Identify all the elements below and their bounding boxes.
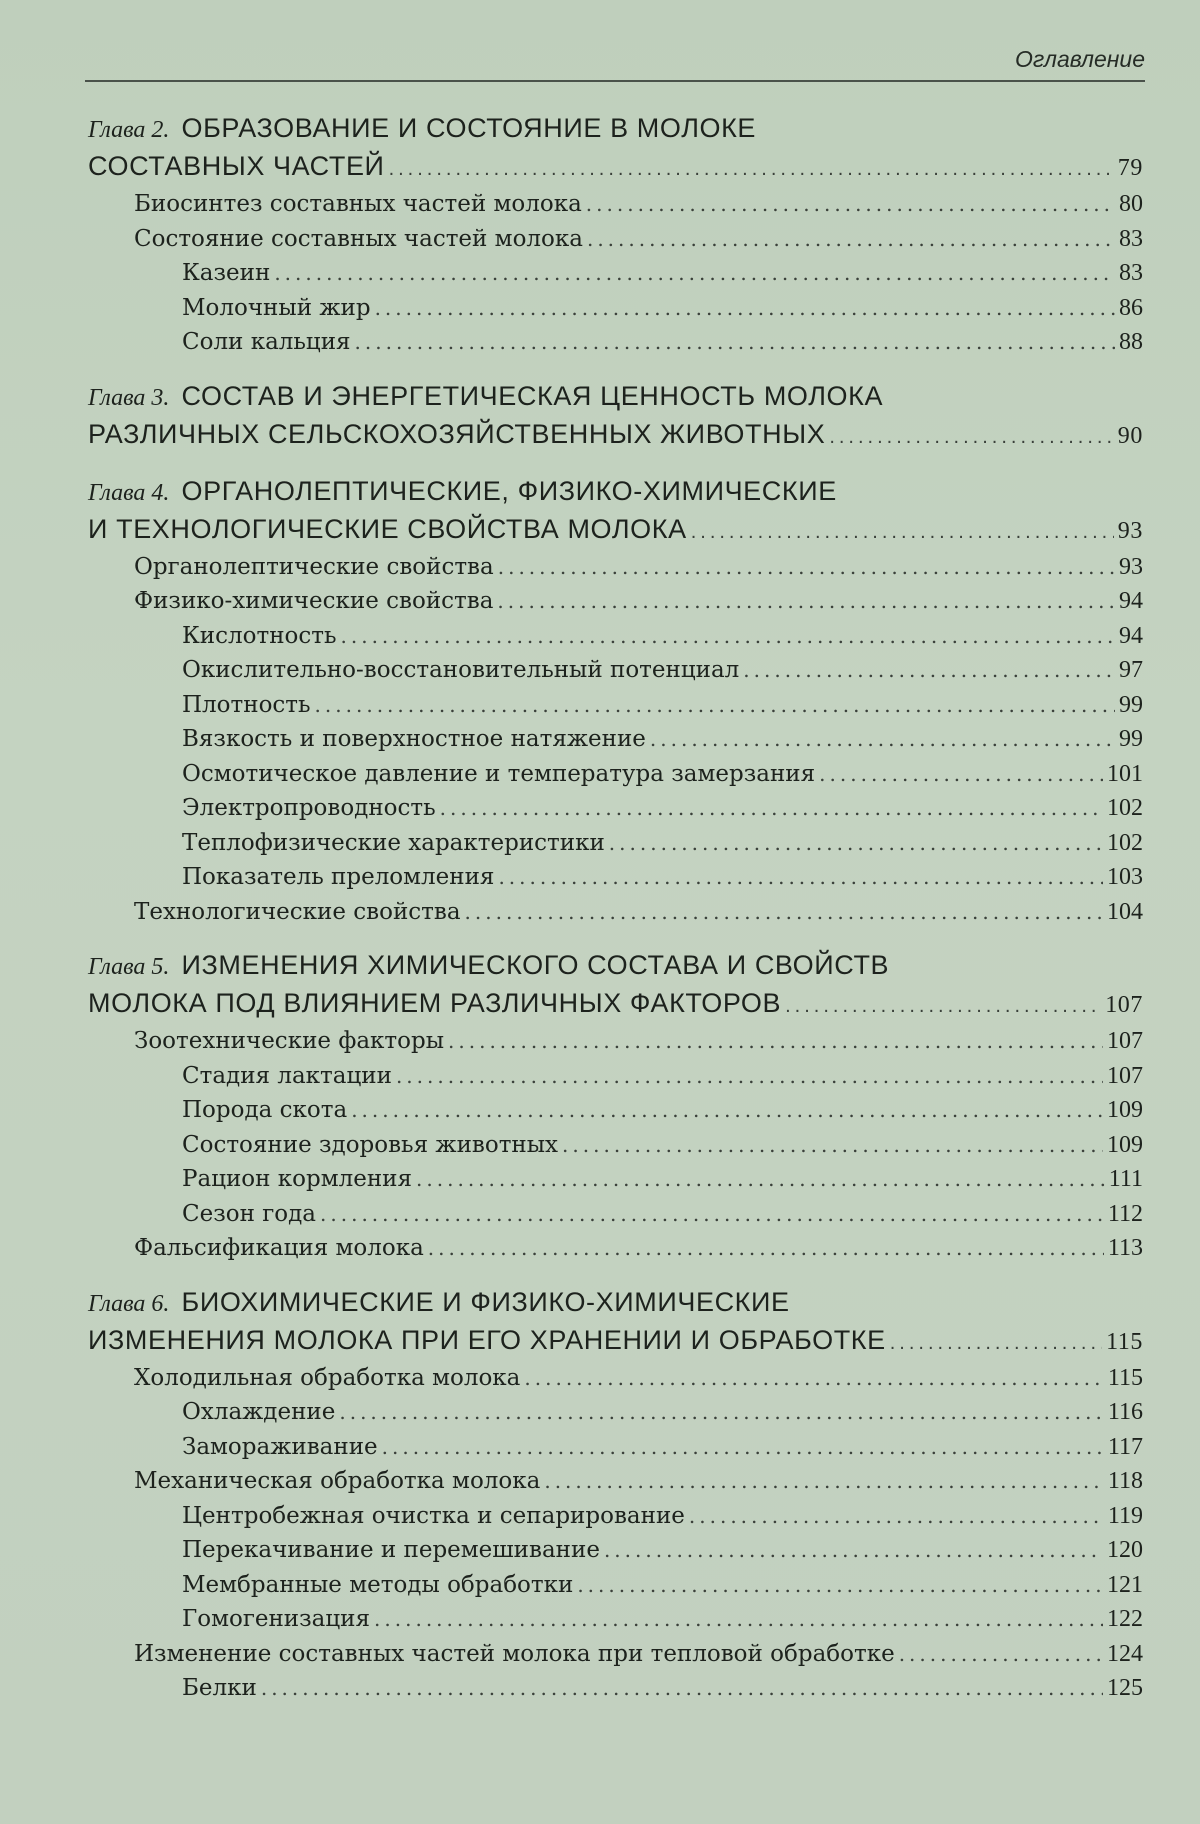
- chapter-title-line2: [88, 1322, 1143, 1361]
- entry-text: Рацион кормления: [182, 1166, 413, 1192]
- page-number: 120: [1107, 1537, 1143, 1563]
- leader-dots: [524, 1361, 1103, 1396]
- leader-dots: [562, 1128, 1103, 1163]
- page-number: 107: [1105, 992, 1143, 1018]
- chapter-title-text: РАЗЛИЧНЫХ СЕЛЬСКОХОЗЯЙСТВЕННЫХ ЖИВОТНЫХ: [88, 418, 826, 449]
- chapter-title-line2: [88, 511, 1143, 550]
- toc-entry: [88, 1093, 1143, 1128]
- leader-dots: [785, 988, 1101, 1024]
- entry-text: Порода скота: [182, 1097, 348, 1123]
- entry-text: Технологические свойства: [134, 898, 461, 925]
- chapter-label: Глава 3.: [88, 384, 170, 411]
- entry-text: Соли кальция: [182, 329, 351, 355]
- chapter-4: [88, 473, 1143, 930]
- leader-dots: [587, 222, 1115, 257]
- entry-text: Молочный жир: [182, 294, 371, 321]
- page-number: 90: [1117, 422, 1143, 449]
- page-number: 112: [1107, 1200, 1143, 1227]
- leader-dots: [351, 1093, 1103, 1128]
- page-number: 83: [1119, 260, 1143, 286]
- page-number: 80: [1119, 191, 1143, 217]
- leader-dots: [355, 325, 1115, 360]
- entry-text: Окислительно-восстановительный потенциал: [182, 657, 740, 683]
- entry-text: Состояние здоровья животных: [182, 1131, 559, 1158]
- chapter-2: [88, 110, 1143, 360]
- toc-entry: [88, 1637, 1143, 1672]
- leader-dots: [544, 1464, 1104, 1499]
- chapter-title-text: МОЛОКА ПОД ВЛИЯНИЕМ РАЗЛИЧНЫХ ФАКТОРОВ: [88, 988, 782, 1018]
- entry-text: Механическая обработка молока: [134, 1468, 541, 1494]
- toc-entry: [88, 1162, 1143, 1197]
- leader-dots: [890, 1325, 1102, 1361]
- leader-dots: [374, 1602, 1103, 1637]
- page-number: 88: [1119, 329, 1143, 355]
- toc-entry: [88, 187, 1143, 222]
- toc-entry: [88, 1430, 1143, 1465]
- entry-text: Перекачивание и перемешивание: [182, 1537, 600, 1563]
- page-number: 97: [1119, 657, 1143, 683]
- leader-dots: [339, 1395, 1104, 1430]
- leader-dots: [448, 1024, 1103, 1059]
- chapter-title-line1: [88, 378, 1143, 416]
- page-number: 104: [1107, 898, 1143, 925]
- page-number: 124: [1107, 1640, 1143, 1667]
- page-number: 93: [1117, 517, 1143, 544]
- leader-dots: [650, 722, 1115, 757]
- chapter-title-text: СОСТАВНЫХ ЧАСТЕЙ: [88, 151, 385, 181]
- leader-dots: [315, 688, 1115, 723]
- toc-entry: [88, 325, 1143, 360]
- toc-entry: [88, 1499, 1143, 1534]
- entry-text: Показатель преломления: [182, 864, 495, 890]
- page-number: 102: [1107, 829, 1143, 856]
- page-number: 119: [1107, 1502, 1143, 1529]
- page-number: 125: [1107, 1675, 1143, 1701]
- toc-entry: [88, 550, 1143, 585]
- entry-text: Вязкость и поверхностное натяжение: [182, 726, 646, 752]
- toc-entry: [88, 653, 1143, 688]
- entry-text: Холодильная обработка молока: [134, 1364, 521, 1391]
- entry-text: Плотность: [182, 691, 311, 718]
- chapter-5: [88, 947, 1143, 1266]
- chapter-6: [88, 1284, 1143, 1706]
- leader-dots: [375, 291, 1115, 326]
- page-number: 99: [1119, 726, 1143, 752]
- chapter-title-text: ОБРАЗОВАНИЕ И СОСТОЯНИЕ В МОЛОКЕ: [181, 113, 757, 143]
- chapter-title-line1: [88, 110, 1143, 148]
- chapter-title-text: И ТЕХНОЛОГИЧЕСКИЕ СВОЙСТВА МОЛОКА: [88, 513, 687, 544]
- entry-text: Физико-химические свойства: [134, 588, 494, 614]
- leader-dots: [498, 860, 1103, 895]
- leader-dots: [586, 187, 1115, 222]
- page-number: 116: [1107, 1399, 1143, 1425]
- page-number: 115: [1107, 1364, 1143, 1391]
- toc-entry: [88, 1128, 1143, 1163]
- toc-entry: [88, 1197, 1143, 1232]
- leader-dots: [274, 256, 1115, 291]
- toc-entry: [88, 1464, 1143, 1499]
- chapter-title-text: БИОХИМИЧЕСКИЕ И ФИЗИКО-ХИМИЧЕСКИЕ: [181, 1286, 790, 1317]
- leader-dots: [691, 514, 1114, 550]
- chapter-title-line2: [88, 148, 1143, 187]
- chapter-title-line1: [88, 947, 1143, 985]
- toc-entry: [88, 222, 1143, 257]
- page-number: 99: [1119, 691, 1143, 718]
- entry-text: Состояние составных частей молока: [134, 225, 583, 252]
- page-number: 115: [1106, 1328, 1143, 1355]
- entry-text: Фальсификация молока: [134, 1235, 424, 1261]
- entry-text: Охлаждение: [182, 1399, 336, 1425]
- toc-entry: [88, 688, 1143, 723]
- leader-dots: [577, 1568, 1103, 1603]
- toc-entry: [88, 256, 1143, 291]
- leader-dots: [396, 1059, 1103, 1094]
- toc-entry: [88, 1533, 1143, 1568]
- leader-dots: [829, 419, 1113, 455]
- chapter-title-line2: [88, 985, 1143, 1024]
- leader-dots: [389, 151, 1114, 187]
- toc-entry: [88, 291, 1143, 326]
- toc-entry: [88, 1568, 1143, 1603]
- page-number: 93: [1119, 553, 1143, 580]
- chapter-title-text: ИЗМЕНЕНИЯ ХИМИЧЕСКОГО СОСТАВА И СВОЙСТВ: [181, 950, 890, 980]
- leader-dots: [609, 826, 1103, 861]
- toc-entry: [88, 619, 1143, 654]
- entry-text: Казеин: [182, 260, 271, 286]
- leader-dots: [341, 619, 1116, 654]
- toc-entry: [88, 722, 1143, 757]
- entry-text: Центробежная очистка и сепарирование: [182, 1502, 685, 1529]
- page-number: 103: [1107, 864, 1143, 890]
- page-number: 102: [1107, 795, 1143, 821]
- page-number: 83: [1119, 225, 1143, 252]
- leader-dots: [416, 1162, 1105, 1197]
- leader-dots: [689, 1499, 1104, 1534]
- toc-entry: [88, 791, 1143, 826]
- page-number: 86: [1119, 294, 1143, 321]
- entry-text: Теплофизические характеристики: [182, 829, 605, 856]
- leader-dots: [743, 653, 1115, 688]
- toc-entry: [88, 1361, 1143, 1396]
- leader-dots: [819, 757, 1103, 792]
- entry-text: Мембранные методы обработки: [182, 1571, 574, 1598]
- table-of-contents: [88, 110, 1143, 1724]
- entry-text: Осмотическое давление и температура замерзания: [182, 760, 816, 787]
- page-number: 113: [1107, 1235, 1143, 1261]
- toc-entry: [88, 895, 1143, 930]
- entry-text: Органолептические свойства: [134, 553, 494, 580]
- toc-entry: [88, 860, 1143, 895]
- page-number: 94: [1119, 588, 1143, 614]
- page-number: 107: [1107, 1062, 1143, 1089]
- entry-text: Замораживание: [182, 1433, 378, 1460]
- toc-entry: [88, 1059, 1143, 1094]
- leader-dots: [440, 791, 1103, 826]
- toc-entry: [88, 1024, 1143, 1059]
- entry-text: Биосинтез составных частей молока: [134, 191, 582, 217]
- page-number: 118: [1107, 1468, 1143, 1494]
- entry-text: Зоотехнические факторы: [134, 1028, 445, 1054]
- running-head: Оглавление: [1015, 46, 1145, 72]
- leader-dots: [899, 1637, 1103, 1672]
- leader-dots: [497, 584, 1115, 619]
- toc-entry: [88, 757, 1143, 792]
- chapter-title-line1: [88, 1284, 1143, 1322]
- page-number: 111: [1108, 1166, 1143, 1192]
- chapter-title-line1: [88, 473, 1143, 511]
- leader-dots: [261, 1671, 1103, 1706]
- chapter-label: Глава 6.: [88, 1290, 170, 1317]
- page-number: 79: [1117, 155, 1143, 181]
- toc-entry: [88, 1395, 1143, 1430]
- toc-entry: [88, 1602, 1143, 1637]
- entry-text: Сезон года: [182, 1200, 317, 1227]
- page-number: 107: [1107, 1028, 1143, 1054]
- page-number: 101: [1107, 760, 1143, 787]
- leader-dots: [604, 1533, 1103, 1568]
- toc-entry: [88, 1231, 1143, 1266]
- leader-dots: [428, 1231, 1104, 1266]
- chapter-title-line2: [88, 416, 1143, 455]
- toc-entry: [88, 826, 1143, 861]
- entry-text: Гомогенизация: [182, 1606, 371, 1632]
- page-number: 122: [1107, 1606, 1143, 1632]
- page-number: 109: [1107, 1131, 1143, 1158]
- toc-entry: [88, 584, 1143, 619]
- chapter-label: Глава 4.: [88, 479, 170, 506]
- leader-dots: [382, 1430, 1104, 1465]
- toc-entry: [88, 1671, 1143, 1706]
- chapter-title-text: СОСТАВ И ЭНЕРГЕТИЧЕСКАЯ ЦЕННОСТЬ МОЛОКА: [181, 380, 884, 411]
- header-rule: [85, 80, 1145, 82]
- chapter-title-text: ОРГАНОЛЕПТИЧЕСКИЕ, ФИЗИКО-ХИМИЧЕСКИЕ: [181, 475, 837, 506]
- entry-text: Белки: [182, 1675, 257, 1701]
- page-number: 94: [1119, 622, 1143, 649]
- chapter-label: Глава 5.: [88, 954, 170, 980]
- chapter-title-text: ИЗМЕНЕНИЯ МОЛОКА ПРИ ЕГО ХРАНЕНИИ И ОБРАБОТКЕ: [88, 1324, 886, 1355]
- entry-text: Стадия лактации: [182, 1062, 392, 1089]
- chapter-3: [88, 378, 1143, 455]
- leader-dots: [498, 550, 1115, 585]
- page-number: 109: [1107, 1097, 1143, 1123]
- entry-text: Кислотность: [182, 622, 337, 649]
- chapter-label: Глава 2.: [88, 117, 170, 143]
- entry-text: Изменение составных частей молока при тепловой обработке: [134, 1640, 895, 1667]
- leader-dots: [320, 1197, 1104, 1232]
- page-number: 117: [1107, 1433, 1143, 1460]
- page-number: 121: [1107, 1571, 1143, 1598]
- entry-text: Электропроводность: [182, 795, 436, 821]
- leader-dots: [465, 895, 1103, 930]
